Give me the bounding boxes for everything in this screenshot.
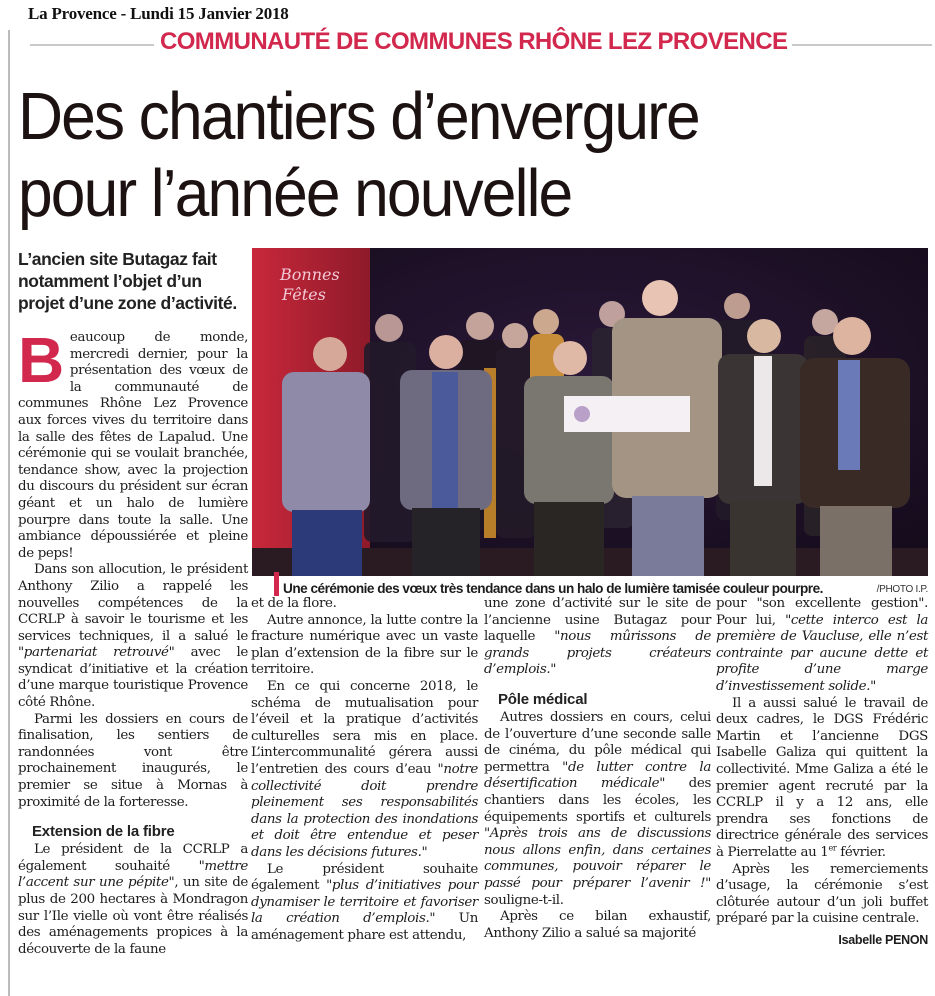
paragraph-continued: une zone d’activité sur le site de l’ancienne usine Butagaz pour laquelle "nous mûrissons de grands projets créateurs d’emplois." bbox=[484, 596, 711, 678]
article-column-4 bbox=[716, 596, 928, 948]
photo-illustration bbox=[252, 248, 928, 576]
paragraph: Dans son allocution, le président Anthony Zilio a rappelé les nouvelles compétences de la CCRLP à savoir le tourisme et les services techniques, il a salué le "partenariat retrouvé" avec le syndicat d’initiative et la création d’une marque touristique Provence côté Rhône. bbox=[18, 562, 248, 711]
paragraph-intro: Beaucoup de monde, mercredi dernier, pour la présentation des vœux de la communauté de communes Rhône Lez Provence aux forces vives du territoire dans la salle des fêtes de Lapalud. Une cérémonie qui se voulait branchée, tendance show, avec la projection du discours du président sur écran géant et un halo de lumière pourpre dans toute la salle. Une ambiance dépoussiérée et pleine de peps! bbox=[18, 324, 248, 561]
sign-text-fetes: Fêtes bbox=[282, 285, 326, 304]
paragraph: En ce qui concerne 2018, le schéma de mutualisation pour l’éveil et la pratique d’activités culturelles sera mis en place. L’intercommunalité gérera aussi l’entretien des cours d’eau "notre collectivité doit prendre pleinement ses responsabilités dans la protection des inondations et doit être entendue et peser dans les décisions futures." bbox=[251, 678, 478, 860]
paragraph: Après les remerciements d’usage, la cérémonie s’est clôturée autour d’un joli buffet préparé par la cuisine centrale. bbox=[716, 861, 928, 927]
article-column-1 bbox=[18, 324, 248, 958]
kicker-rule-left bbox=[30, 44, 154, 46]
paragraph: Il a aussi salué le travail de deux cadres, le DGS Frédéric Martin et l’ancienne DGS Isabelle Galiza qui quittent la collectivité. Mme Galiza a été le premier agent recruté par la CCRLP il y a 12 ans, elle prendra ses fonctions de directrice générale des services à Pierrelatte au 1er février. bbox=[716, 695, 928, 860]
paragraph: Autre annonce, la lutte contre la fracture numérique avec un vaste plan d’extension de la fibre sur le territoire. bbox=[251, 612, 478, 678]
sign-text-bonnes: Bonnes bbox=[280, 265, 340, 284]
newspaper-source-date: La Provence - Lundi 15 Janvier 2018 bbox=[28, 4, 289, 23]
paragraph: Parmi les dossiers en cours de finalisation, les sentiers de randonnées vont être prochainement inaugurés, le premier se situe à Mornas à proximité de la forteresse. bbox=[18, 711, 248, 810]
subheading-fibre: Extension de la fibre bbox=[32, 823, 175, 841]
column-rule bbox=[8, 30, 10, 996]
event-photo bbox=[252, 248, 928, 576]
headline-line-1: Des chantiers d’envergure bbox=[18, 79, 699, 154]
paragraph-continued: et de la flore. bbox=[251, 596, 337, 611]
paragraph-continued: pour "son excellente gestion". Pour lui, "cette interco est la première de Vaucluse, elle n’est contrainte par aucune dette et profite d’une marge d’investissement solide." bbox=[716, 596, 929, 694]
paragraph: Après ce bilan exhaustif, Anthony Zilio a salué sa majorité bbox=[484, 909, 711, 941]
headline-line-2: pour l’année nouvelle bbox=[18, 156, 572, 231]
paragraph: Autres dossiers en cours, celui de l’ouverture d’une seconde salle de cinéma, du pôle médical qui permettra "de lutter contre la désertification médicale" des chantiers dans les écoles, les équipements sportifs et culturels "Après trois ans de discussions nous allons enfin, dans certaines communes, pouvoir réparer le passé pour préparer l’avenir !" souligne-t-il. bbox=[484, 709, 711, 908]
section-kicker: COMMUNAUTÉ DE COMMUNES RHÔNE LEZ PROVENCE bbox=[160, 28, 788, 55]
author-byline: Isabelle PENON bbox=[838, 932, 928, 947]
caption-text: Une cérémonie des vœux très tendance dans un halo de lumière tamisée couleur pourpre. bbox=[283, 581, 823, 596]
kicker-rule-right bbox=[792, 44, 932, 46]
article-column-2 bbox=[251, 596, 478, 944]
caption-accent-bar bbox=[274, 572, 279, 596]
subheading-pole-medical: Pôle médical bbox=[498, 690, 588, 708]
paragraph: Le président de la CCRLP a également souhaité "mettre l’accent sur une pépite", un site de plus de 200 hectares à Mondragon sur l’Ile vielle où vont être réalisés des aménagements propices à la découverte de la faune bbox=[18, 842, 248, 957]
standfirst: L’ancien site Butagaz fait notamment l’objet d’un projet d’une zone d’activité. bbox=[18, 249, 237, 313]
drop-cap: B bbox=[18, 324, 64, 396]
headline bbox=[18, 78, 855, 232]
paragraph: Le président souhaite également "plus d’initiatives pour dynamiser le territoire et favoriser la création d’emplois." Un aménagement phare est attendu, bbox=[251, 861, 479, 943]
photo-credit: /PHOTO I.P. bbox=[876, 584, 928, 595]
article-column-3 bbox=[484, 596, 711, 942]
